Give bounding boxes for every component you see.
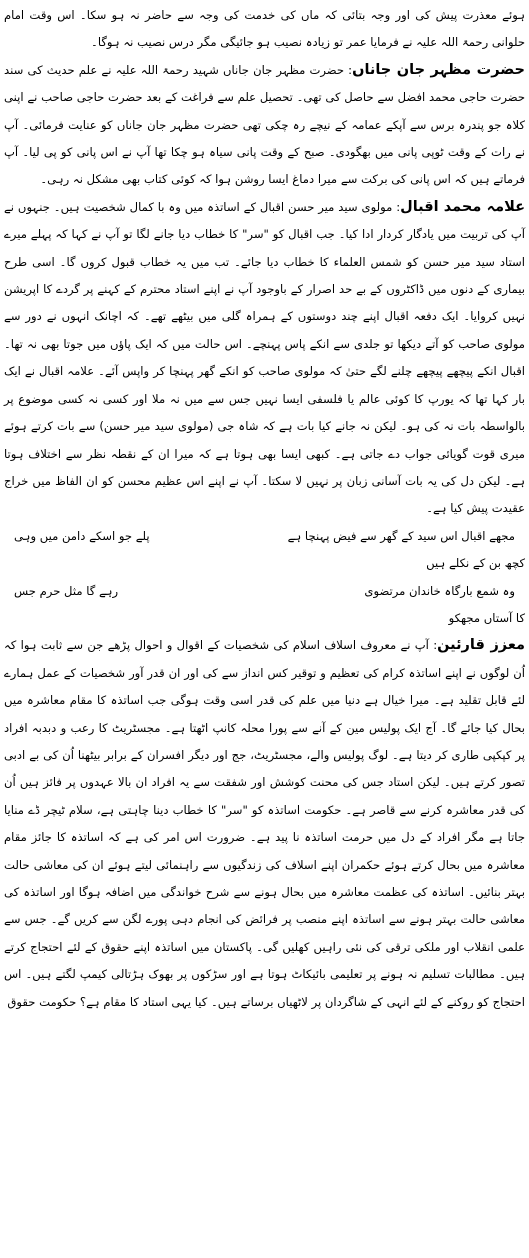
verse-row-3 [4,578,525,605]
iqbal-body: : مولوی سید میر حسن اقبال کے اساتذہ میں وہ با کمال شخصیت ہیں۔ جنہوں نے آپ کی تربیت میں یادگار کردار ادا کیا۔ جب اقبال کو "سر" کا خطاب دیا جانے لگا تو آپ نے کہا کہ پہلے میرے استاد سید میر حسن کو شمس العلماء کا خطاب دیا جائے۔ تب میں یہ خطاب قبول کروں گا۔ اسی طرح بیماری کے دنوں میں ڈاکٹروں کے بے حد اصرار کے باوجود آپ نے اپنے استاد محترم کے کہنے پر گردے کا اپریشن نہیں کروایا۔ ایک دفعہ اقبال اپنے چند دوستوں کے ہمراہ گلی میں بیٹھے تھے۔ کہ اچانک انہوں نے دور سے مولوی صاحب کو آتے دیکھا تو جلدی سے انکے پاس پہنچے۔ اس حالت میں کہ ایک پاؤں میں جوتا بھی نہ تھا۔ اقبال انکے پیچھے پیچھے چلنے لگے حتیٰ کہ مولوی صاحب کو انکے گھر پہنچا کر واپس آئے۔ علامہ اقبال نے ایک بار کہا تھا کہ یورپ کا کوئی عالم یا فلسفی ایسا نہیں جس سے میں نہ ملا اور کسی نہ کسی موضوع پر بالواسطہ بات نہ کی ہو۔ لیکن نہ جانے کیا بات ہے کہ شاہ جی (مولوی سید میر حسن) سے بات کرتے ہوئے میری قوت گویائی جواب دے جاتی ہے۔ کبھی ایسا بھی ہوتا ہے کہ میرا ان کے نقطہ نظر سے اختلاف ہوتا ہے۔ لیکن دل کی یہ بات آسانی زبان پر نہیں لا سکتا۔ آپ نے اپنے اس عظیم محسن کو ان الفاظ میں خراج عقیدت پیش کیا ہے۔ [4,199,525,516]
readers-body: : آپ نے معروف اسلاف اسلام کی شخصیات کے اقوال و احوال پڑھے جن سے ثابت ہوا کہ اُن لوگوں نے اپنے اساتذہ کرام کی تعظیم و توقیر کس انداز سے کی اور ان قدر آور شخصیات کے عمل ہمارے لئے قابل تقلید ہے۔ میرا خیال ہے دنیا میں علم کی قدر اسی وقت ہوگی جب اساتذہ کا مقام معاشرہ میں بحال کیا جائے گا۔ آج ایک پولیس مین کے آنے سے پورا محلہ کانپ اٹھتا ہے۔ مجسٹریٹ کا رعب و دبدبہ افراد پر کپکپی طاری کر دیتا ہے۔ لوگ پولیس والے، مجسٹریٹ، جج اور دیگر افسران کے برابر بیٹھنا اُن کی بے ادبی تصور کرتے ہیں۔ لیکن استاد جس کی محنت کوشش اور شفقت سے یہ افراد ان بالا عہدوں پر فائز ہیں اُن کی قدر معاشرہ کرنے سے قاصر ہے۔ حکومت اساتذہ کو "سر" کا خطاب دینا چاہتی ہے، سلام ٹیچر ڈے منایا جاتا ہے مگر افراد کے دل میں حرمت اساتذہ نا پید ہے۔ ضرورت اس امر کی ہے کہ اساتذہ کا جائز مقام معاشرہ میں بحال کرتے ہوئے حکمران اپنے اسلاف کی زندگیوں سے راہنمائی لیتے ہوئے ان کی معاشی حالت بہتر بنائیں۔ اساتذہ کی عظمت معاشرہ میں بحال ہونے سے شرح خواندگی میں اضافہ ہوگا اور اساتذہ کی معاشی حالت بہتر ہونے سے اساتذہ اپنے منصب پر فرائض کی انجام دہی پورے لگن سے کریں گے۔ جس سے علمی انقلاب اور ملکی ترقی کی نئی راہیں کھلیں گی۔ پاکستان میں اساتذہ اپنے حقوق کے لئے احتجاج کرتے ہیں۔ مطالبات تسلیم نہ ہونے پر تعلیمی بائیکاٹ ہوتا ہے اور سڑکوں پر بھوک ہڑتالی کیمپ لگتے ہیں۔ اس احتجاج کو روکنے کے لئے انہی کے شاگردان پر لاٹھیاں برساتے ہیں۔ کیا یہی استاد کا مقام ہے؟ حکومت حقوق [4,638,525,1009]
readers-heading: معزز قارئین [437,637,525,654]
verse-line3-right: وہ شمع بارگاہ خاندان مرتضوی [364,583,515,598]
mazhar-paragraph [4,57,525,194]
iqbal-heading: علامہ محمد اقبال [400,198,525,215]
verse-line1-left: پلے جو اسکے دامن میں وہی [14,528,150,543]
document-page [4,2,525,1016]
verse-row-1 [4,523,525,550]
readers-paragraph [4,632,525,1016]
mazhar-heading: حضرت مظہر جان جاناں [352,61,525,78]
mazhar-body: : حضرت مظہر جان جاناں شہید رحمۃ اللہ علیہ نے علم حدیث کی سند حضرت حاجی محمد افضل سے حاصل کی تھی۔ تحصیل علم سے فراغت کے بعد حضرت حاجی صاحب نے اپنی کلاہ جو پندرہ برس سے آپکے عمامہ کے نیچے رہ چکی تھی حضرت مظہر جان جاناں کو عنایت فرمائی۔ آپ نے رات کے وقت ٹوپی پانی میں بھگودی۔ صبح کے وقت پانی سیاہ ہو چکا تھا آپ نے اس پانی کو پی لیا۔ آپ فرماتے ہیں کہ اس پانی کی برکت سے میرا دماغ ایسا روشن ہوا کہ کوئی کتاب بھی مشکل نہ رہی۔ [4,62,525,187]
verse-line2: کچھ بن کے نکلے ہیں [426,556,525,571]
iqbal-paragraph [4,194,525,523]
intro-paragraph: ہوئے معذرت پیش کی اور وجہ بتائی کہ ماں کی خدمت کی وجہ سے حاضر نہ ہو سکا۔ اس وقت امام حلوانی رحمۃ اللہ علیہ نے فرمایا عمر تو زیادہ نصیب ہو جائیگی مگر درس نصیب نہ ہوگا۔ [4,8,525,50]
verse-line1-right: مجھے اقبال اس سید کے گھر سے فیض پہنچا ہے [287,528,515,543]
verse-line3-left: رہے گا مثل حرم جس [14,583,119,598]
verse-line4: کا آستاں مجھکو [448,610,525,625]
poetry-verse [4,523,525,633]
